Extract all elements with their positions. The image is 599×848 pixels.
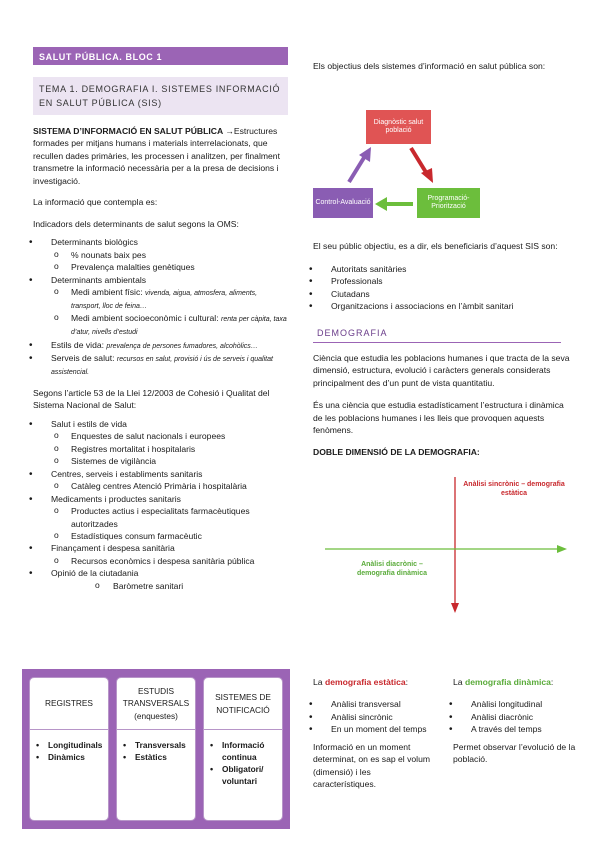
list-item: • Determinants ambientals o Medi ambient físic: vivenda, aigua, atmosfera, aliments, transport, lloc de feina… o Medi ambient socioeconòmic i cultural: renta per càpita, taxa d’atur, nivells d’estudi	[33, 274, 288, 339]
list-item: o Prevalença malalties genètiques	[51, 261, 288, 273]
list-item: • Estils de vida: prevalença de persones fumadores, alcohòlics…	[33, 339, 288, 352]
cycle-arrows	[313, 80, 575, 220]
list-item: • Anàlisi diacrònic	[453, 711, 589, 723]
list-item: • Ciutadans	[313, 288, 575, 300]
node-programacio: Programació-Priorització	[417, 188, 480, 218]
sis-definition	[33, 125, 288, 187]
article-line: Segons l’article 53 de la Llei 12/2003 de Cohesió i Qualitat del Sistema Nacional de Salut:	[33, 387, 270, 411]
list-item: • Anàlisi sincrònic	[313, 711, 433, 723]
static-column	[313, 676, 433, 791]
demografia-heading: DEMOGRAFIA	[313, 325, 561, 343]
static-note: Informació en un moment determinat, on es sap el volum (dimensió) i les característiques.	[313, 741, 431, 790]
list-item: • Opinió de la ciutadania o Baròmetre sanitari	[33, 567, 288, 592]
list-item: o Catàleg centres Atenció Primària i hospitalària	[51, 480, 288, 492]
sis-definition-text: Estructures formades per mitjans humans i materials interrelacionats, que recullen dades primàries, les processen i analitzen, per finalment transmetre la informació necessària per a la presa de decisions i investigació.	[33, 126, 280, 186]
arrow-red	[411, 148, 433, 183]
list-item: • Finançament i despesa sanitària o Recursos econòmics i despesa sanitària pública	[33, 542, 288, 567]
public-list	[313, 263, 575, 313]
list-item: o Sistemes de vigilància	[51, 455, 288, 467]
arrow-green	[375, 197, 413, 211]
box-title: SISTEMES DE NOTIFICACIÓ	[204, 678, 282, 730]
indicators-line: Indicadors dels determinants de salut segons la OMS:	[33, 218, 239, 229]
list-item: • Longitudinals	[36, 739, 102, 751]
list-item: • Medicaments i productes sanitaris o Productes actius i especialitats farmacèutiques autoritzades o Estadístiques consum farmacèutic	[33, 493, 288, 543]
left-column	[33, 47, 288, 592]
dynamic-list	[453, 698, 589, 735]
public-line: El seu públic objectiu, es a dir, els beneficiaris d’aquest SIS son:	[313, 241, 558, 252]
list-item: o Recursos econòmics i despesa sanitària pública	[51, 555, 288, 567]
static-heading: La demografia estàtica:	[313, 677, 409, 687]
list-item: • Autoritats sanitàries	[313, 263, 575, 275]
list-item: o Enquestes de salut nacionals i europees	[51, 430, 288, 442]
dimension-axes	[313, 469, 575, 617]
page-title: SALUT PÚBLICA. BLOC 1	[33, 47, 288, 65]
node-control: Control-Avaluació	[313, 188, 373, 218]
right-column	[313, 60, 575, 617]
list-item: • Obligatori/ voluntari	[210, 763, 276, 787]
page-subtitle: TEMA 1. DEMOGRAFIA I. SISTEMES INFORMACIÓ EN SALUT PÚBLICA (SIS)	[33, 77, 288, 115]
list-item: o Registres mortalitat i hospitalaris	[51, 443, 288, 455]
box-title: ESTUDIS TRANSVERSALS (enquestes)	[117, 678, 195, 730]
list-item: • A través del temps	[453, 723, 589, 735]
arrow-down-icon	[451, 603, 459, 613]
box-notificacio	[203, 677, 283, 821]
dynamic-heading: La demografia dinàmica:	[453, 677, 554, 687]
list-item: o Estadístiques consum farmacèutic	[51, 530, 288, 542]
synchronic-label: Anàlisi sincrònic – demografia estàtica	[463, 480, 565, 497]
list-item: • En un moment del temps	[313, 723, 433, 735]
info-line: La informació que contempla es:	[33, 197, 158, 208]
list-item: • Organitzacions i associacions en l’àmbit sanitari	[313, 300, 575, 312]
cycle-diagram	[313, 80, 575, 220]
box-title: REGISTRES	[30, 678, 108, 730]
box-registres	[29, 677, 109, 821]
static-list	[313, 698, 433, 735]
list-item: • Informació continua	[210, 739, 276, 763]
list-item: o Medi ambient físic: vivenda, aigua, atmosfera, aliments, transport, lloc de feina…	[51, 286, 288, 312]
list-item: • Dinàmics	[36, 751, 102, 763]
box-estudis	[116, 677, 196, 821]
sis-term: SISTEMA D’INFORMACIÓ EN SALUT PÚBLICA →	[33, 126, 234, 136]
list-item: • Determinants biològics o % nounats baix pes o Prevalença malalties genètiques	[33, 236, 288, 273]
list-item: • Salut i estils de vida o Enquestes de salut nacionals i europees o Registres mortalitat i hospitalaris o Sistemes de vigilància	[33, 418, 288, 468]
list-item: o % nounats baix pes	[51, 249, 288, 261]
list-item: o Baròmetre sanitari	[51, 580, 288, 592]
list-item: • Centres, serveis i establiments sanitaris o Catàleg centres Atenció Primària i hospitalària	[33, 468, 288, 493]
diachronic-label: Anàlisi diacrònic – demografia dinàmica	[356, 560, 428, 577]
double-dimension-title: DOBLE DIMENSIÓ DE LA DEMOGRAFIA:	[313, 447, 480, 458]
node-diagnostic: Diagnòstic salut població	[366, 110, 431, 144]
article-list	[33, 418, 288, 592]
demografia-definition: Ciència que estudia les poblacions humanes i que tracta de la seva dimensió, estructura, evolució i caràcters generals considerats principalment des d’un punt de vista quantitatiu.	[313, 352, 570, 388]
arrow-purple	[349, 147, 371, 182]
arrow-right-icon	[557, 545, 567, 553]
determinants-list	[33, 236, 288, 378]
sources-panel	[22, 669, 290, 829]
list-item: • Serveis de salut: recursos en salut, provisió i ús de serveis i qualitat assistencial.	[33, 352, 288, 378]
dynamic-note: Permet observar l’evolució de la població.	[453, 741, 576, 765]
list-item: • Anàlisi transversal	[313, 698, 433, 710]
list-item: • Estàtics	[123, 751, 189, 763]
list-item: • Anàlisi longitudinal	[453, 698, 589, 710]
dynamic-column	[453, 676, 589, 766]
list-item: o Productes actius i especialitats farmacèutiques autoritzades	[51, 505, 288, 530]
list-item: o Medi ambient socioeconòmic i cultural: renta per càpita, taxa d’atur, nivells d’estudi	[51, 312, 288, 338]
demografia-definition-2: És una ciència que estudia estadísticament l’estructura i dinàmica de les poblacions humanes i les lleis que provoquen aquests fenòmens.	[313, 400, 564, 436]
list-item: • Professionals	[313, 275, 575, 287]
objectives-line: Els objectius dels sistemes d’informació en salut pública son:	[313, 61, 546, 71]
list-item: • Transversals	[123, 739, 189, 751]
